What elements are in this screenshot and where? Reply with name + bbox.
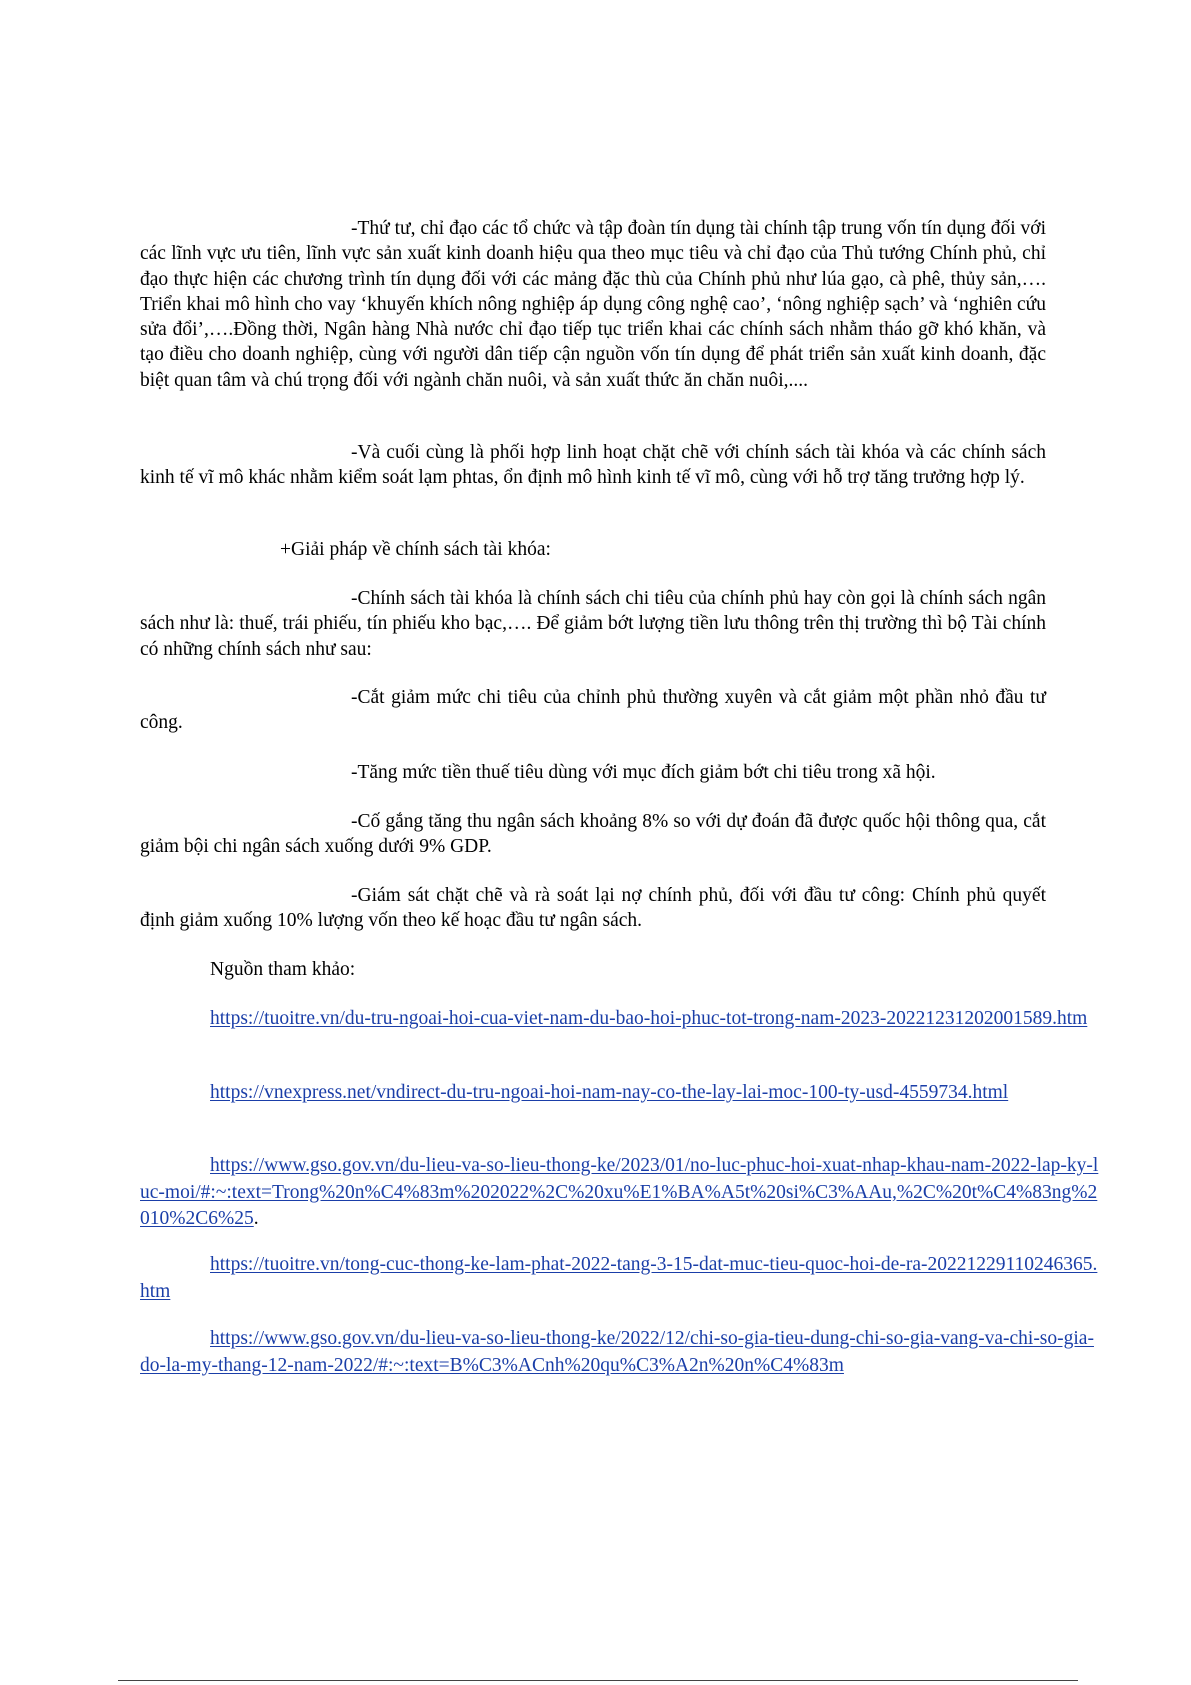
- page-footer-divider: [118, 1680, 1078, 1681]
- reference-tail: .: [253, 1208, 259, 1229]
- reference-item: [140, 1326, 1100, 1379]
- references-label: Nguồn tham khảo:: [210, 959, 356, 980]
- reference-link[interactable]: https://tuoitre.vn/du-tru-ngoai-hoi-cua-viet-nam-du-bao-hoi-phuc-tot-trong-nam-2023-20221231202001589.htm: [210, 1008, 1088, 1029]
- paragraph-budget-revenue: -Cố gắng tăng thu ngân sách khoảng 8% so với dự đoán đã được quốc hội thông qua, cắt giảm bội chi ngân sách xuống dưới 9% GDP.: [140, 811, 1046, 858]
- heading-fiscal-policy: +Giải pháp về chính sách tài khóa:: [280, 539, 551, 560]
- paragraph-public-debt: -Giám sát chặt chẽ và rà soát lại nợ chính phủ, đối với đầu tư công: Chính phủ quyết định giảm xuống 10% lượng vốn theo kế hoạc đầu tư ngân sách.: [140, 885, 1046, 932]
- reference-item: [140, 1006, 1100, 1033]
- reference-item: [140, 1153, 1100, 1233]
- reference-item: [140, 1080, 1100, 1107]
- paragraph-monetary-credit: -Thứ tư, chỉ đạo các tổ chức và tập đoàn tín dụng tài chính tập trung vốn tín dụng đối với các lĩnh vực ưu tiên, lĩnh vực sản xuất kinh doanh hiệu qua theo mục tiêu và chỉ đạo của Thủ tướng Chính phủ, chỉ đạo thực hiện các chương trình tín dụng đối với các mảng đặc thù của Chính phủ như lúa gạo, cà phê, thủy sản,…. Triển khai mô hình cho vay ‘khuyến khích nông nghiệp áp dụng công nghệ cao’, ‘nông nghiệp sạch’ và ‘nghiên cứu sửa đổi’,….Đồng thời, Ngân hàng Nhà nước chỉ đạo tiếp tục triển khai các chính sách nhằm tháo gỡ khó khăn, và tạo điều cho doanh nghiệp, cùng với người dân tiếp cận nguồn vốn tín dụng để phát triển sản xuất kinh doanh, đặc biệt quan tâm và chú trọng đối với ngành chăn nuôi, và sản xuất thức ăn chăn nuôi,....: [140, 218, 1046, 391]
- paragraph-policy-coordination: -Và cuối cùng là phối hợp linh hoạt chặt chẽ với chính sách tài khóa và các chính sách kinh tế vĩ mô khác nhằm kiểm soát lạm phtas, ổn định mô hình kinh tế vĩ mô, cùng với hỗ trợ tăng trưởng hợp lý.: [140, 442, 1046, 489]
- reference-link[interactable]: https://www.gso.gov.vn/du-lieu-va-so-lieu-thong-ke/2022/12/chi-so-gia-tieu-dung-chi-so-gia-vang-va-chi-so-gia-do-la-my-thang-12-nam-2022/#:~:text=B%C3%ACnh%20qu%C3%A2n%20n%C4%83m: [140, 1328, 1094, 1376]
- reference-link[interactable]: https://tuoitre.vn/tong-cuc-thong-ke-lam-phat-2022-tang-3-15-dat-muc-tieu-quoc-hoi-de-ra-20221229110246365.htm: [140, 1254, 1098, 1302]
- paragraph-cut-spending: -Cắt giảm mức chi tiêu của chỉnh phủ thường xuyên và cắt giảm một phần nhỏ đầu tư công.: [140, 687, 1046, 734]
- paragraph-consumption-tax: -Tăng mức tiền thuế tiêu dùng với mục đích giảm bớt chi tiêu trong xã hội.: [351, 762, 936, 783]
- reference-link[interactable]: https://www.gso.gov.vn/du-lieu-va-so-lieu-thong-ke/2023/01/no-luc-phuc-hoi-xuat-nhap-khau-nam-2022-lap-ky-luc-moi/#:~:text=Trong%20n%C4%83m%202022%2C%20xu%E1%BA%A5t%20si%C3%AAu,%2C%20t%C4%83ng%2010%2C6%25: [140, 1155, 1099, 1229]
- reference-item: [140, 1252, 1100, 1305]
- reference-link[interactable]: https://vnexpress.net/vndirect-du-tru-ngoai-hoi-nam-nay-co-the-lay-lai-moc-100-ty-usd-4559734.html: [210, 1082, 1009, 1103]
- paragraph-fiscal-definition: -Chính sách tài khóa là chính sách chi tiêu của chính phủ hay còn gọi là chính sách ngân sách như là: thuế, trái phiếu, tín phiếu kho bạc,…. Để giảm bớt lượng tiền lưu thông trên thị trường thì bộ Tài chính có những chính sách như sau:: [140, 588, 1046, 660]
